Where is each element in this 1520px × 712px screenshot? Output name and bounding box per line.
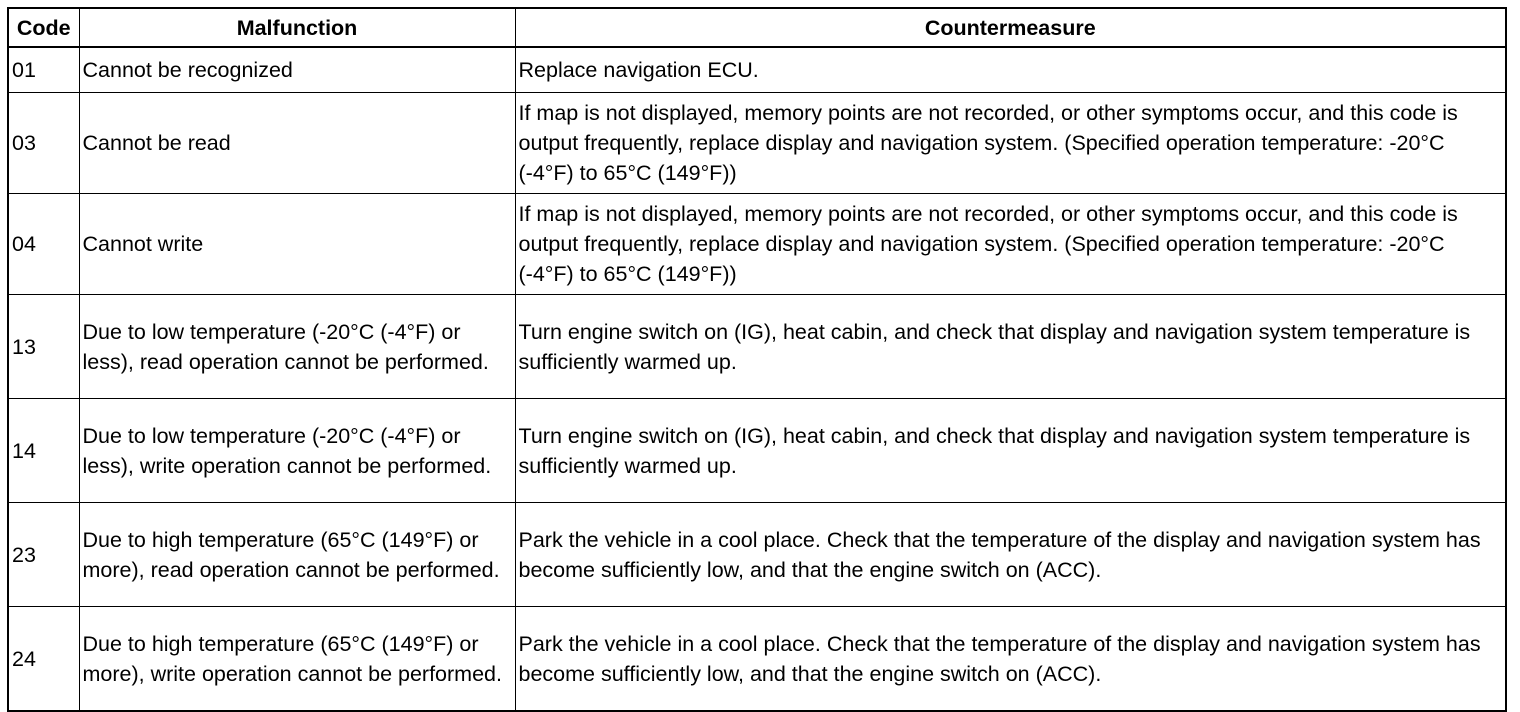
countermeasure-cell: Turn engine switch on (IG), heat cabin, and check that display and navigation system temperature is sufficiently warmed up. [515, 295, 1506, 399]
malfunction-cell: Cannot be read [79, 93, 515, 194]
table-row [8, 503, 1506, 607]
table-row [8, 194, 1506, 295]
table-row [8, 399, 1506, 503]
countermeasure-cell: Replace navigation ECU. [515, 47, 1506, 93]
countermeasure-cell: Park the vehicle in a cool place. Check that the temperature of the display and navigation system has become sufficiently low, and that the engine switch on (ACC). [515, 607, 1506, 712]
malfunction-cell: Cannot be recognized [79, 47, 515, 93]
code-cell: 23 [8, 503, 79, 607]
table-row [8, 295, 1506, 399]
malfunction-cell: Due to high temperature (65°C (149°F) or more), write operation cannot be performed. [79, 607, 515, 712]
code-cell: 24 [8, 607, 79, 712]
table-header-row [8, 8, 1506, 47]
countermeasure-cell: Turn engine switch on (IG), heat cabin, and check that display and navigation system temperature is sufficiently warmed up. [515, 399, 1506, 503]
code-cell: 01 [8, 47, 79, 93]
column-header-countermeasure: Countermeasure [515, 8, 1506, 47]
code-cell: 13 [8, 295, 79, 399]
diagnostic-code-table [7, 7, 1507, 712]
table-row [8, 607, 1506, 712]
malfunction-cell: Due to low temperature (-20°C (-4°F) or less), read operation cannot be performed. [79, 295, 515, 399]
table-row [8, 93, 1506, 194]
countermeasure-cell: Park the vehicle in a cool place. Check that the temperature of the display and navigation system has become sufficiently low, and that the engine switch on (ACC). [515, 503, 1506, 607]
column-header-malfunction: Malfunction [79, 8, 515, 47]
code-cell: 03 [8, 93, 79, 194]
code-cell: 04 [8, 194, 79, 295]
table-row [8, 47, 1506, 93]
column-header-code: Code [8, 8, 79, 47]
malfunction-cell: Cannot write [79, 194, 515, 295]
countermeasure-cell: If map is not displayed, memory points are not recorded, or other symptoms occur, and this code is output frequently, replace display and navigation system. (Specified operation temperature: -20°C (-4°F) to 65°C (149°F)) [515, 194, 1506, 295]
countermeasure-cell: If map is not displayed, memory points are not recorded, or other symptoms occur, and this code is output frequently, replace display and navigation system. (Specified operation temperature: -20°C (-4°F) to 65°C (149°F)) [515, 93, 1506, 194]
malfunction-cell: Due to high temperature (65°C (149°F) or more), read operation cannot be performed. [79, 503, 515, 607]
malfunction-cell: Due to low temperature (-20°C (-4°F) or less), write operation cannot be performed. [79, 399, 515, 503]
code-cell: 14 [8, 399, 79, 503]
